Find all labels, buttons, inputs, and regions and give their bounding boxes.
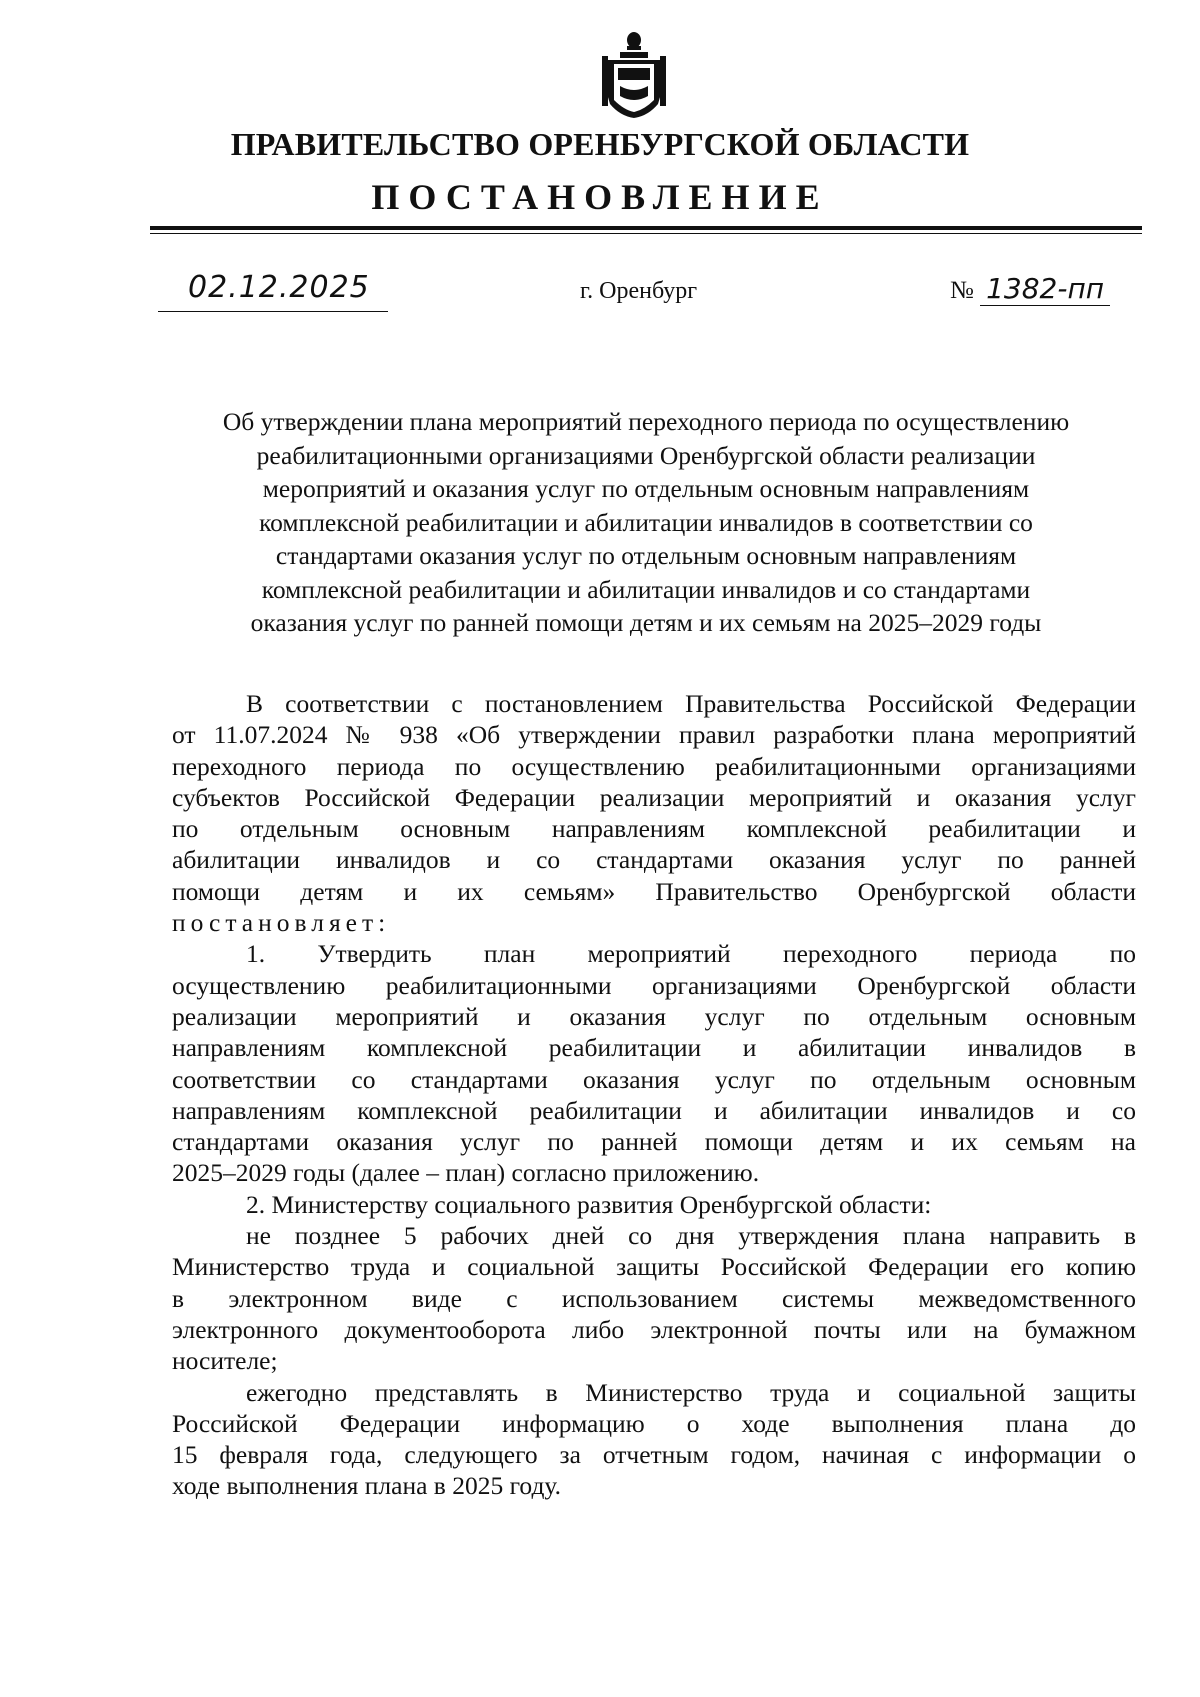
item1-line: стандартами оказания услуг по ранней помощи детям и их семьям на <box>172 1127 1136 1157</box>
item2-sub2-line: ходе выполнения плана в 2025 году. <box>172 1471 561 1501</box>
preamble-line: помощи детям и их семьям» Правительство Оренбургской области <box>172 876 1136 906</box>
item2-sub2-line: ежегодно представлять в Министерство труда и социальной защиты <box>246 1377 1136 1407</box>
item1-line: реализации мероприятий и оказания услуг по отдельным основным <box>172 1001 1136 1031</box>
item1-line: направлениям комплексной реабилитации и абилитации инвалидов и со <box>172 1095 1136 1125</box>
title-line: комплексной реабилитации и абилитации инвалидов в соответствии со <box>259 507 1033 537</box>
item2-sub1-line: Министерство труда и социальной защиты Российской Федерации его копию <box>172 1252 1136 1282</box>
government-name: ПРАВИТЕЛЬСТВО ОРЕНБУРГСКОЙ ОБЛАСТИ <box>230 126 970 162</box>
document-body <box>172 688 1136 1502</box>
coat-of-arms-icon <box>600 30 668 120</box>
preamble-line: абилитации инвалидов и со стандартами оказания услуг по ранней <box>172 845 1136 875</box>
item2-sub1-line: не позднее 5 рабочих дней со дня утверждения плана направить в <box>246 1221 1136 1251</box>
title-line: Об утверждении плана мероприятий переходного периода по осуществлению <box>222 407 1070 436</box>
title-line: реабилитационными организациями Оренбургской области реализации <box>256 440 1036 470</box>
title-line: оказания услуг по ранней помощи детям и их семьям на 2025–2029 годы <box>250 608 1042 637</box>
number-prefix: № <box>950 277 974 304</box>
item1-line: соответствии со стандартами оказания услуг по отдельным основным <box>172 1064 1136 1094</box>
title-line: комплексной реабилитации и абилитации инвалидов и со стандартами <box>261 574 1031 604</box>
preamble-line: от 11.07.2024 № 938 «Об утверждении правил разработки плана мероприятий <box>172 720 1136 750</box>
document-title <box>150 405 1142 640</box>
preamble-line: по отдельным основным направлениям комплексной реабилитации и <box>172 814 1136 844</box>
title-line: мероприятий и оказания услуг по отдельным основным направлениям <box>262 474 1030 503</box>
document-city: г. Оренбург <box>580 278 698 304</box>
item1-line: 2025–2029 годы (далее – план) согласно приложению. <box>172 1158 760 1188</box>
document-date: 02.12.2025 <box>158 270 388 312</box>
item1-line: направлениям комплексной реабилитации и абилитации инвалидов в <box>172 1033 1136 1063</box>
preamble-line: В соответствии с постановлением Правительства Российской Федерации <box>246 689 1136 718</box>
item1-line: 1. Утвердить план мероприятий переходного периода по <box>246 939 1136 969</box>
header-divider-thin <box>150 233 1142 234</box>
number-value: 1382-пп <box>980 272 1110 306</box>
item2-sub2-line: Российской Федерации информацию о ходе выполнения плана до <box>172 1408 1136 1438</box>
preamble-line: субъектов Российской Федерации реализации мероприятий и оказания услуг <box>172 782 1136 812</box>
header-divider-thick <box>150 226 1142 230</box>
document-number <box>950 272 1110 306</box>
item2-sub1-line: электронного документооборота либо электронной почты или на бумажном <box>172 1314 1136 1344</box>
preamble-resolves: постановляет: <box>172 908 391 938</box>
item2-sub2-line: 15 февраля года, следующего за отчетным годом, начиная с информации о <box>172 1440 1136 1470</box>
item2-sub1-line: носителе; <box>172 1346 278 1376</box>
item1-line: осуществлению реабилитационными организациями Оренбургской области <box>172 970 1136 1000</box>
item2-sub1-line: в электронном виде с использованием системы межведомственного <box>172 1283 1136 1313</box>
title-line: стандартами оказания услуг по отдельным основным направлениям <box>275 541 1017 570</box>
document-type: ПОСТАНОВЛЕНИЕ <box>371 177 829 217</box>
preamble-line: переходного периода по осуществлению реабилитационными организациями <box>172 751 1136 781</box>
item2-heading: 2. Министерству социального развития Оренбургской области: <box>246 1189 932 1219</box>
